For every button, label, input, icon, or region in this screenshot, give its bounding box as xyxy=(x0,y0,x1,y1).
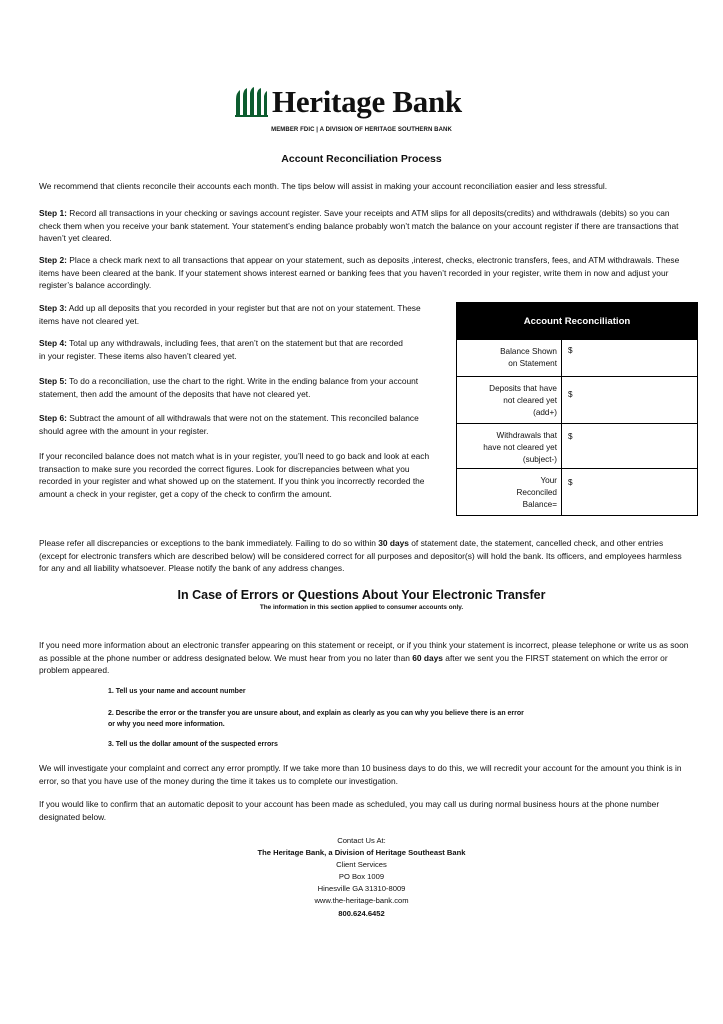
label-line: Deposits that have xyxy=(489,384,557,393)
contact-label: Contact Us At: xyxy=(337,836,386,845)
step-2 xyxy=(39,254,691,292)
list-item-line: 2. Describe the error or the transfer you are unsure about, and explain as clearly as you can why you believe there is an error xyxy=(108,710,524,717)
step-3 xyxy=(39,302,439,327)
contact-department: Client Services xyxy=(336,860,387,870)
member-fdic-tagline: MEMBER FDIC | A DIVISION OF HERITAGE SOUTHERN BANK xyxy=(271,127,452,133)
errors-text-a: If you need more information about an electronic transfer appearing on this statement or receipt, or if you think your statement is incorrect, please telephone or write us as soon as possible at the phone number or address designated below. We must hear from you no later than xyxy=(39,640,689,663)
list-item xyxy=(108,709,668,730)
step-4 xyxy=(39,337,411,362)
errors-text-b: after we sent you the FIRST statement on which the error or problem appeared. xyxy=(39,652,668,676)
discrepancy-deadline: 30 days xyxy=(378,538,409,548)
step-5-label: Step 5: xyxy=(39,376,67,386)
step-4-label: Step 4: xyxy=(39,338,67,348)
label-line: (add+) xyxy=(533,408,557,417)
contact-city: Hinesville GA 31310-8009 xyxy=(317,884,406,894)
contact-po-box: PO Box 1009 xyxy=(338,872,385,882)
recon-row-label xyxy=(457,340,562,376)
list-item xyxy=(108,740,668,751)
recon-row-value-field[interactable]: $ xyxy=(568,346,573,355)
recon-row-label xyxy=(457,469,562,515)
step-6 xyxy=(39,412,429,437)
label-line: Reconciled xyxy=(516,488,557,497)
recon-row-value-field[interactable]: $ xyxy=(568,390,573,399)
reconciliation-table xyxy=(456,302,698,516)
label-line: (subject-) xyxy=(522,455,557,464)
recon-row-withdrawals xyxy=(457,423,697,468)
discrepancy-text-b: of statement date, the statement, cancelled check, and other entries (except for electronic transfers which are described below) will be considered correct for all purposes and depositor(s) will hold the bank. Its officers, and employees harmless for any and all liability whatsoever. Please notify the bank of any address changes. xyxy=(39,538,682,574)
recon-row-label xyxy=(457,377,562,423)
errors-deadline: 60 days xyxy=(412,652,443,663)
recon-row-reconciled-balance xyxy=(457,468,697,515)
label-line: Withdrawals that xyxy=(496,431,557,440)
errors-section-heading: In Case of Errors or Questions About Your Electronic Transfer xyxy=(177,588,546,602)
step-6-text: Subtract the amount of all withdrawals that were not on the statement. This reconciled balance should agree with the amount in your register. xyxy=(39,413,419,436)
contact-website-link[interactable]: www.the-heritage-bank.com xyxy=(314,896,409,906)
step-5 xyxy=(39,375,429,400)
reconciliation-table-header: Account Reconciliation xyxy=(457,303,697,339)
recon-row-value-field[interactable]: $ xyxy=(568,432,573,441)
contact-block xyxy=(0,835,723,920)
label-line: Your xyxy=(540,476,557,485)
step-3-text: Add up all deposits that you recorded in your register but that are not on your statement. These items have not cleared yet. xyxy=(39,303,421,326)
list-item-line: or why you need more information. xyxy=(108,720,225,728)
step-1-label: Step 1: xyxy=(39,208,67,218)
investigate-paragraph: We will investigate your complaint and correct any error promptly. If we take more than 10 business days to do this, we will recredit your account for the amount you think is in error, so that you have use of the money during the time it takes us to complete our investigation. xyxy=(39,763,682,786)
recon-row-label xyxy=(457,424,562,468)
list-item xyxy=(108,687,668,698)
label-line: not cleared yet xyxy=(503,396,557,405)
label-line: on Statement xyxy=(508,359,557,368)
label-line: Balance= xyxy=(522,500,557,509)
bank-logo xyxy=(234,84,474,120)
logo-wordmark: Heritage Bank xyxy=(272,84,462,119)
discrepancy-paragraph xyxy=(39,537,689,575)
intro-paragraph: We recommend that clients reconcile their accounts each month. The tips below will assist in making your account reconciliation easier and less stressful. xyxy=(39,181,608,191)
step-5-text: To do a reconciliation, use the chart to the right. Write in the ending balance from your account statement, then add the amount of the deposits that have not cleared yet. xyxy=(39,376,419,399)
label-line: Balance Shown xyxy=(500,347,557,356)
recon-row-value-field[interactable]: $ xyxy=(568,478,573,487)
errors-contact-paragraph xyxy=(39,639,691,677)
errors-section-subheading: The information in this section applied to consumer accounts only. xyxy=(259,604,464,611)
step-4-text: Total up any withdrawals, including fees, that aren’t on the statement but that are recorded in your register. These items also haven’t cleared yet. xyxy=(39,338,403,361)
step-6-label: Step 6: xyxy=(39,413,67,423)
label-line: have not cleared yet xyxy=(483,443,557,452)
heritage-bank-logo-icon xyxy=(234,87,268,117)
contact-bank-name: The Heritage Bank, a Division of Heritage Southeast Bank xyxy=(257,848,466,858)
list-item-line: 3. Tell us the dollar amount of the suspected errors xyxy=(108,741,278,748)
discrepancy-text-a: Please refer all discrepancies or exceptions to the bank immediately. Failing to do so within xyxy=(39,538,379,548)
step-2-label: Step 2: xyxy=(39,255,67,265)
step-1-text: Record all transactions in your checking or savings account register. Save your receipts and ATM slips for all deposits(credits) and withdrawals (debits) so you can check them when you receive your bank statement. Your statement’s ending balance probably won’t match the balance on your account register if there are transactions that haven’t yet cleared. xyxy=(39,208,679,244)
contact-phone[interactable]: 800.624.6452 xyxy=(338,908,385,918)
step-1 xyxy=(39,207,689,245)
recon-row-deposits xyxy=(457,376,697,423)
page-title: Account Reconciliation Process xyxy=(281,153,442,165)
list-item-line: 1. Tell us your name and account number xyxy=(108,688,246,695)
step-3-label: Step 3: xyxy=(39,303,67,313)
recon-row-statement-balance xyxy=(457,339,697,376)
step-2-text: Place a check mark next to all transactions that appear on your statement, such as deposits ,interest, checks, electronic transfers, fees, and ATM withdrawals. These items have been cleared at the bank. If your statement shows interest earned or banking fees that you haven’t recorded in your register, write them in now and adjust your register’s balance accordingly. xyxy=(39,255,680,291)
confirm-deposit-paragraph: If you would like to confirm that an automatic deposit to your account has been made as scheduled, you may call us during normal business hours at the phone number designated below. xyxy=(39,799,660,822)
mismatch-note: If your reconciled balance does not match what is in your register, you’ll need to go back and look at each transaction to make sure you recorded the correct figures. Look for discrepancies between what you recorded in your register and what showed up on the statement. If you think you incorrectly recorded the amount a check in your register, get a copy of the check to confirm the amount. xyxy=(39,451,430,499)
